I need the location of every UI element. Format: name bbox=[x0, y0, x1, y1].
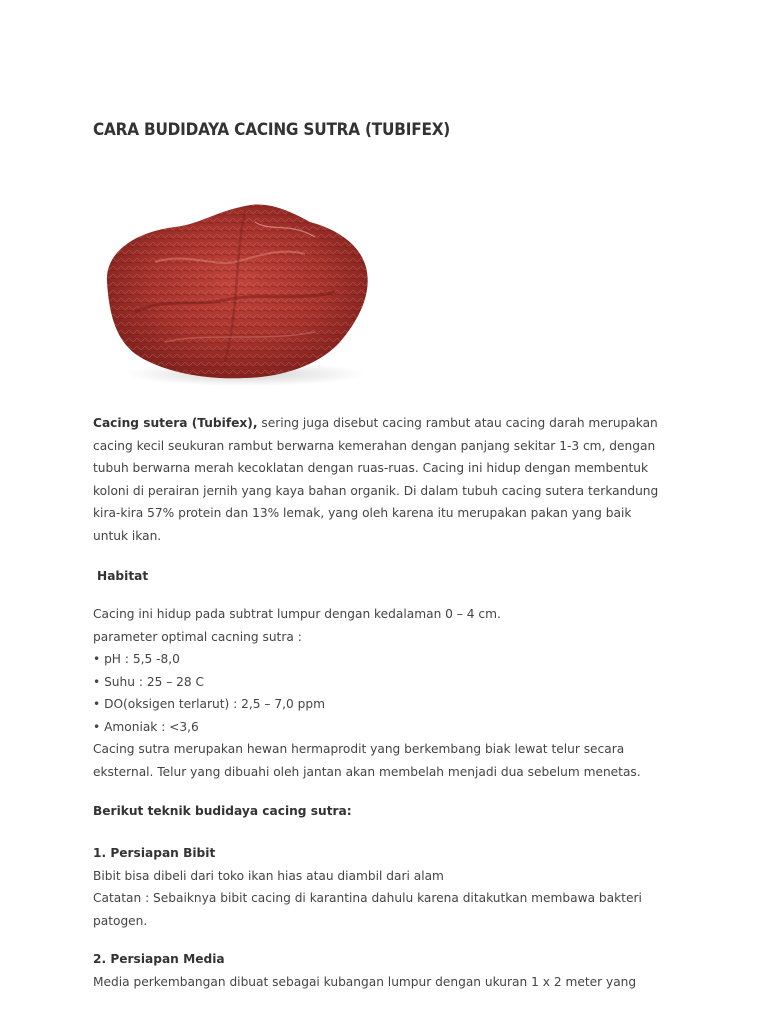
habitat-heading: Habitat bbox=[97, 569, 149, 583]
habitat-line: eksternal. Telur yang dibuahi oleh jantan akan membelah menjadi dua sebelum menetas. bbox=[93, 764, 641, 779]
param-item: • Amoniak : <3,6 bbox=[93, 719, 199, 734]
technique-heading: Berikut teknik budidaya cacing sutra: bbox=[93, 804, 352, 818]
step-heading: 1. Persiapan Bibit bbox=[93, 846, 216, 860]
intro-line: untuk ikan. bbox=[93, 528, 162, 543]
article-title: CARA BUDIDAYA CACING SUTRA (TUBIFEX) bbox=[93, 120, 451, 140]
intro-line: sering juga disebut cacing rambut atau cacing darah merupakan bbox=[257, 416, 658, 430]
param-item: • DO(oksigen terlarut) : 2,5 – 7,0 ppm bbox=[93, 697, 325, 711]
step-line: Bibit bisa dibeli dari toko ikan hias atau diambil dari alam bbox=[93, 868, 444, 883]
tubifex-worm-image bbox=[95, 192, 380, 392]
habitat-section bbox=[93, 603, 683, 783]
intro-paragraph bbox=[93, 412, 683, 547]
step-line: Media perkembangan dibuat sebagai kubangan lumpur dengan ukuran 1 x 2 meter yang bbox=[93, 974, 637, 989]
intro-line: koloni di perairan jernih yang kaya bahan organik. Di dalam tubuh cacing sutera terkandung bbox=[93, 483, 659, 498]
step-line: patogen. bbox=[93, 913, 148, 928]
intro-line: kira-kira 57% protein dan 13% lemak, yang oleh karena itu merupakan pakan yang baik bbox=[93, 506, 632, 520]
habitat-line: Cacing sutra merupakan hewan hermaprodit yang berkembang biak lewat telur secara bbox=[93, 742, 625, 756]
habitat-line: Cacing ini hidup pada subtrat lumpur dengan kedalaman 0 – 4 cm. bbox=[93, 607, 501, 621]
step-heading: 2. Persiapan Media bbox=[93, 952, 225, 966]
habitat-line: parameter optimal cacning sutra : bbox=[93, 629, 302, 644]
intro-line: cacing kecil seukuran rambut berwarna kemerahan dengan panjang sekitar 1-3 cm, dengan bbox=[93, 438, 656, 453]
param-item: • Suhu : 25 – 28 C bbox=[93, 674, 205, 689]
step-persiapan-media bbox=[93, 948, 683, 993]
intro-lead: Cacing sutera (Tubifex), bbox=[93, 416, 258, 430]
step-persiapan-bibit bbox=[93, 842, 683, 932]
intro-line: tubuh berwarna merah kecoklatan dengan ruas-ruas. Cacing ini hidup dengan membentuk bbox=[93, 461, 649, 475]
param-item: • pH : 5,5 -8,0 bbox=[93, 652, 180, 666]
step-line: Catatan : Sebaiknya bibit cacing di karantina dahulu karena ditakutkan membawa bakteri bbox=[93, 891, 642, 905]
